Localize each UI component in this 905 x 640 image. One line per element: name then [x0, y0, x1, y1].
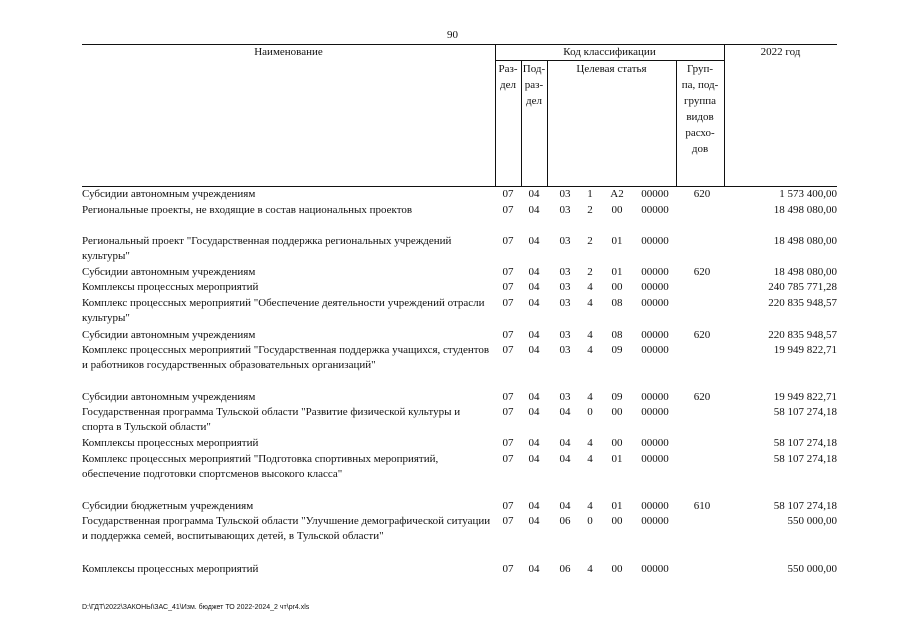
header-code-group: Код классификации: [563, 46, 656, 58]
header-target: Целевая статья: [576, 63, 647, 75]
header-group: Груп- па, под- группа видов расхо- дов: [681, 63, 719, 155]
file-path-footer: D:\ГДТ\2022\ЗАКОНЫ\ЗАС_41\Изм. бюджет ТО 2022-2024_2 чт\pr4.xls: [82, 604, 310, 611]
col-divider: [724, 44, 725, 187]
header-year: 2022 год: [760, 46, 801, 58]
page-number: 90: [447, 29, 458, 41]
header-section: Раз- дел: [498, 63, 518, 91]
header-subsection: Под- раз- дел: [522, 63, 546, 107]
header-name: Наименование: [254, 46, 323, 58]
col-divider: [547, 60, 548, 187]
